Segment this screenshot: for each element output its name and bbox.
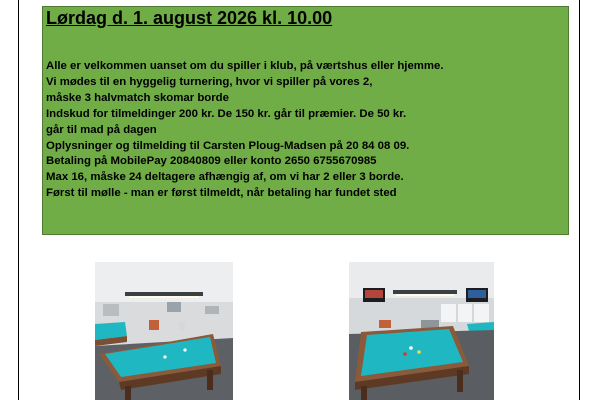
body-line: Betaling på MobilePay 20840809 eller konto 2650 6755670985 <box>46 155 377 168</box>
billiard-table-photo-right <box>349 262 494 400</box>
announcement-body <box>46 59 561 202</box>
body-line: Max 16, måske 24 deltagere afhængig af, om vi har 2 eller 3 borde. <box>46 171 404 184</box>
body-line: Alle er velkommen uanset om du spiller i klub, på værtshus eller hjemme. <box>46 60 444 72</box>
body-line: Først til mølle - man er først tilmeldt, når betaling har fundet sted <box>46 187 397 200</box>
billiard-table-photo-left <box>95 262 233 400</box>
body-line: måske 3 halvmatch skomar borde <box>46 91 229 104</box>
event-date-headline: Lørdag d. 1. august 2026 kl. 10.00 <box>46 8 333 28</box>
body-line: Oplysninger og tilmelding til Carsten Ploug-Madsen på 20 84 08 09. <box>46 139 410 152</box>
body-line: Vi mødes til en hyggelig turnering, hvor vi spiller på vores 2, <box>46 75 373 88</box>
body-line: går til mad på dagen <box>46 123 157 136</box>
body-line: Indskud for tilmeldinger 200 kr. De 150 kr. går til præmier. De 50 kr. <box>46 107 407 120</box>
